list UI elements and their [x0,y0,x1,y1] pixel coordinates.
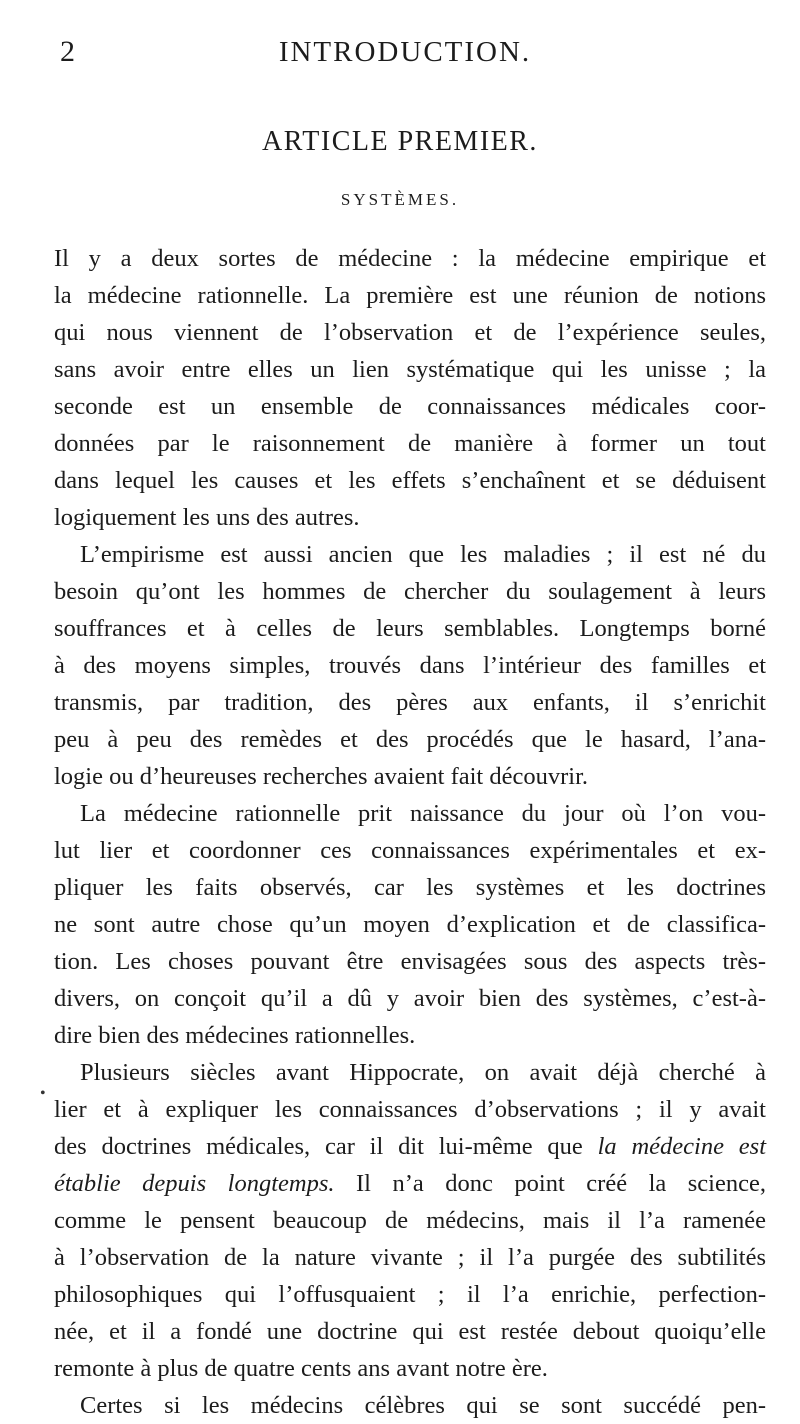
text-line [54,1387,766,1424]
text-line [54,1128,766,1165]
text-segment: philosophiques qui l’offusquaient ; il l’a enrichie, perfection- [54,1281,766,1308]
text-line [54,425,766,462]
text-segment: ne sont autre chose qu’un moyen d’explication et de classifica- [54,911,766,938]
text-segment: données par le raisonnement de manière à former un tout [54,430,766,457]
text-segment: Il y a deux sortes de médecine : la médecine empirique et [54,245,766,272]
text-segment: tion. Les choses pouvant être envisagées sous des aspects très- [54,948,766,975]
text-line [54,462,766,499]
text-line [54,832,766,869]
section-title: SYSTÈMES. [340,190,460,209]
text-line [54,610,766,647]
text-segment: sans avoir entre elles un lien systématique qui les unisse ; la [54,356,766,383]
text-segment: dire bien des médecines rationnelles. [54,1022,416,1049]
text-line [54,721,766,758]
text-line [54,351,766,388]
text-segment: Il n’a donc point créé la science, [334,1170,766,1197]
text-line [54,314,766,351]
running-head [60,32,750,72]
text-segment: lut lier et coordonner ces connaissances expérimentales et ex- [54,837,766,864]
text-line [54,388,766,425]
text-line [54,795,766,832]
text-segment: logie ou d’heureuses recherches avaient fait découvrir. [54,763,588,790]
text-segment: peu à peu des remèdes et des procédés que le hasard, l’ana- [54,726,766,753]
text-line [54,277,766,314]
text-line [54,943,766,980]
text-segment: à l’observation de la nature vivante ; il l’a purgée des subtilités [54,1244,766,1271]
text-line [54,536,766,573]
text-segment: remonte à plus de quatre cents ans avant notre ère. [54,1355,548,1382]
italic-text: établie depuis longtemps. [54,1170,335,1197]
text-segment: seconde est un ensemble de connaissances médicales coor- [54,393,766,420]
text-line [54,1350,766,1387]
text-line [54,1276,766,1313]
text-segment: Plusieurs siècles avant Hippocrate, on avait déjà cherché à [80,1059,766,1086]
text-segment: dans lequel les causes et les effets s’enchaînent et se déduisent [54,467,766,494]
body-text [54,240,766,1424]
text-line [54,869,766,906]
text-line [54,1017,766,1054]
text-segment: besoin qu’ont les hommes de chercher du soulagement à leurs [54,578,766,605]
page-number: 2 [60,35,75,68]
text-segment: pliquer les faits observés, car les systèmes et les doctrines [54,874,766,901]
text-segment: qui nous viennent de l’observation et de l’expérience seules, [54,319,766,346]
text-segment: logiquement les uns des autres. [54,504,360,531]
text-line [54,906,766,943]
text-segment: La médecine rationnelle prit naissance du jour où l’on vou- [80,800,766,827]
article-title: ARTICLE PREMIER. [262,126,538,157]
text-line [54,647,766,684]
text-line [54,1165,766,1202]
text-line [54,980,766,1017]
text-line [54,240,766,277]
text-line [54,758,766,795]
text-segment: lier et à expliquer les connaissances d’observations ; il y avait [54,1096,766,1123]
running-title: INTRODUCTION. [278,36,532,68]
text-segment: souffrances et à celles de leurs semblables. Longtemps borné [54,615,766,642]
text-line [54,573,766,610]
text-segment: à des moyens simples, trouvés dans l’intérieur des familles et [54,652,766,679]
text-segment: des doctrines médicales, car il dit lui-même que [54,1133,598,1160]
text-line [54,1054,766,1091]
text-segment: L’empirisme est aussi ancien que les maladies ; il est né du [80,541,766,568]
text-segment: née, et il a fondé une doctrine qui est restée debout quoiqu’elle [54,1318,766,1345]
text-line [54,1313,766,1350]
text-segment: divers, on conçoit qu’il a dû y avoir bien des systèmes, c’est-à- [54,985,766,1012]
text-segment: Certes si les médecins célèbres qui se sont succédé pen- [80,1392,766,1419]
text-segment: transmis, par tradition, des pères aux enfants, il s’enrichit [54,689,766,716]
margin-dot: • [40,1085,46,1102]
text-line [54,1239,766,1276]
text-segment: la médecine rationnelle. La première est une réunion de notions [54,282,766,309]
text-line [54,1202,766,1239]
italic-text: la médecine est [597,1133,767,1160]
text-line [54,1091,766,1128]
text-segment: comme le pensent beaucoup de médecins, mais il l’a ramenée [54,1207,766,1234]
text-line [54,499,766,536]
text-line [54,684,766,721]
